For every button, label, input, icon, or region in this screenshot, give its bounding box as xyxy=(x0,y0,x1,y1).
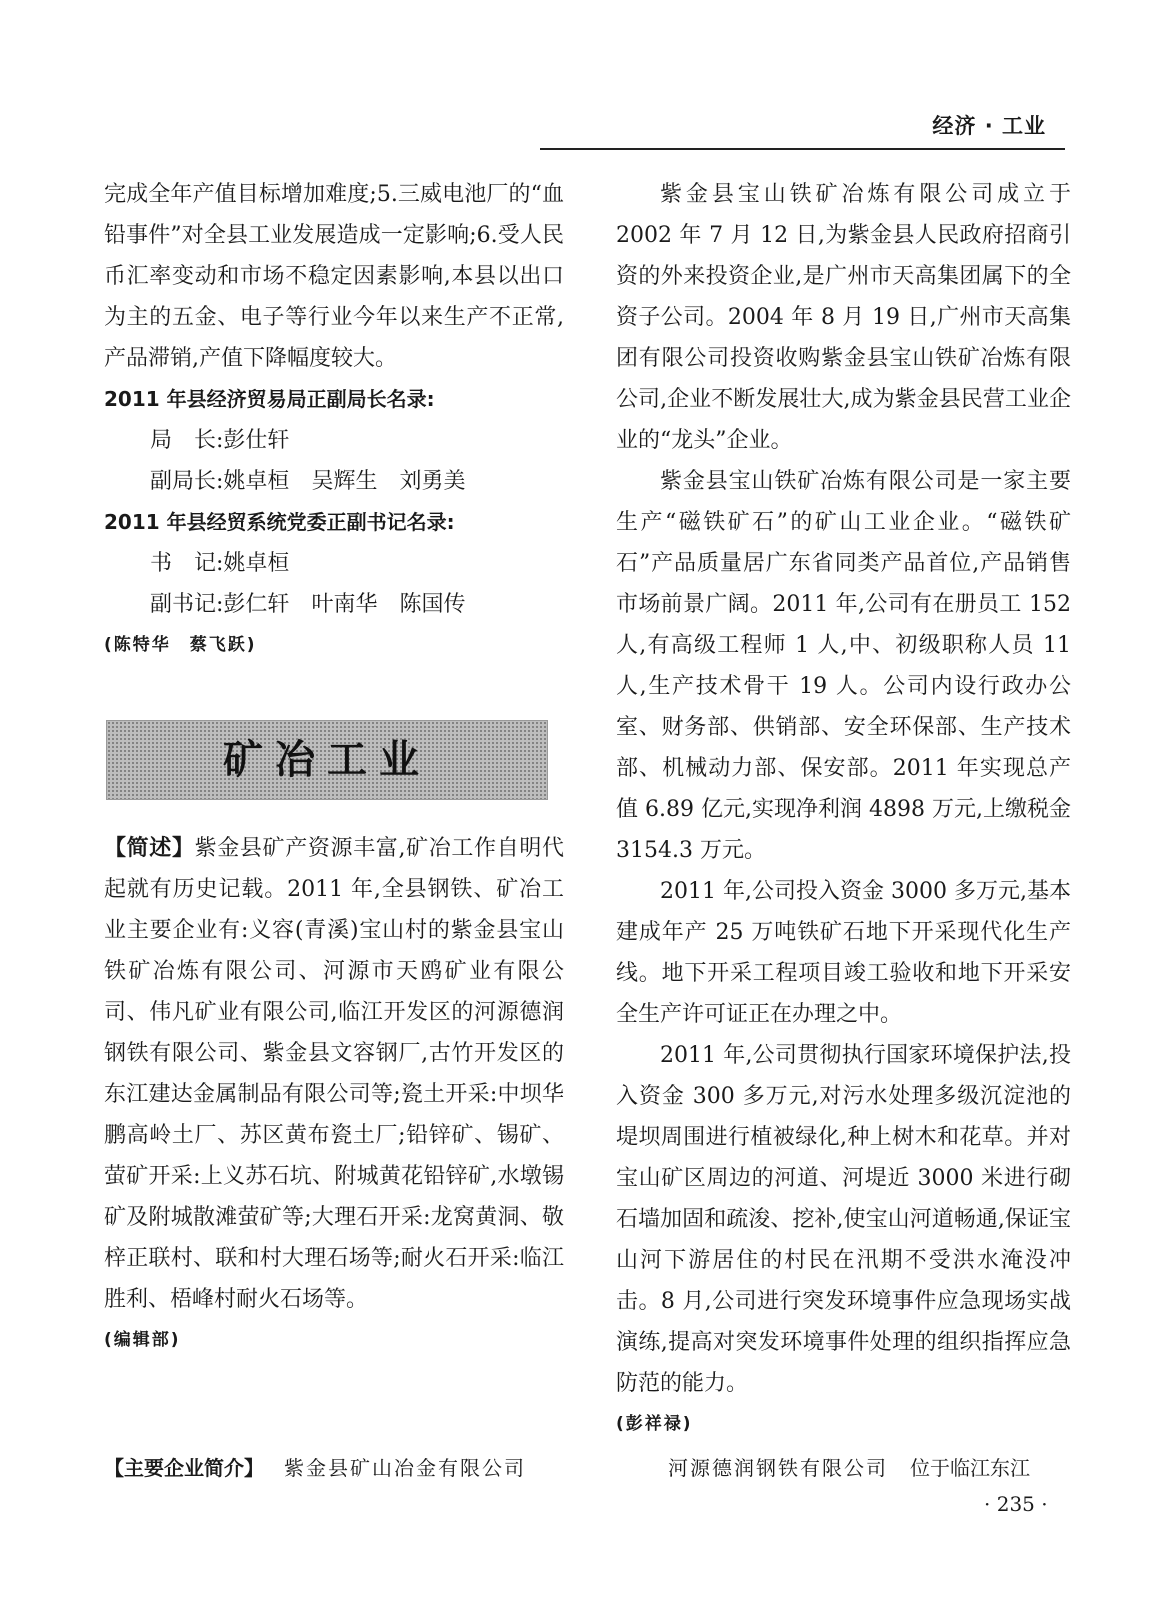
roster-name: 姚卓桓 xyxy=(223,469,290,494)
roster-name: 刘勇美 xyxy=(399,469,466,494)
company-intro-line xyxy=(668,1452,1080,1481)
company-name: 紫金县矿山冶金有限公司 xyxy=(284,1456,526,1480)
roster-name: 陈国传 xyxy=(399,592,466,617)
roster-row-director xyxy=(104,420,564,461)
summary-label: 【简述】 xyxy=(104,836,195,861)
roster-title-bureau: 2011 年县经济贸易局正副局长名录: xyxy=(104,387,435,411)
author-credit: (彭祥禄) xyxy=(616,1414,693,1434)
roster-name: 彭仕轩 xyxy=(223,428,290,453)
roster-role: 副书记: xyxy=(150,592,224,617)
body-paragraph: 2011 年,公司投入资金 3000 多万元,基本建成年产 25 万吨铁矿石地下开采现代化生产线。地下开采工程项目竣工验收和地下开采安全生产许可证正在办理之中。 xyxy=(616,879,1071,1027)
author-credit: (陈特华 蔡飞跃) xyxy=(104,635,257,655)
summary-text: 紫金县矿产资源丰富,矿冶工作自明代起就有历史记载。2011 年,全县钢铁、矿冶工业主要企业有:义容(青溪)宝山村的紫金县宝山铁矿冶炼有限公司、河源市天鸥矿业有限公司、伟凡矿业有限公司,临江开发区的河源德润钢铁有限公司、紫金县文容钢厂,古竹开发区的东江建达金属制品有限公司等;瓷土开采:中坝华鹏高岭土厂、苏区黄布瓷土厂;铅锌矿、锡矿、萤矿开采:上义苏石坑、附城黄花铅锌矿,水墩锡矿及附城散滩萤矿等;大理石开采:龙窝黄洞、敬梓正联村、联和村大理石场等;耐火石开采:临江胜利、梧峰村耐火石场等。 xyxy=(104,836,564,1312)
enterprise-intro-label: 【主要企业简介】 xyxy=(104,1456,264,1480)
roster-title-party: 2011 年县经贸系统党委正副书记名录: xyxy=(104,510,455,534)
roster-name: 吴辉生 xyxy=(311,469,378,494)
body-paragraph: 紫金县宝山铁矿冶炼有限公司是一家主要生产“磁铁矿石”的矿山工业企业。“磁铁矿石”产品质量居广东省同类产品首位,产品销售市场前景广阔。2011 年,公司有在册员工 152 人,有高级工程师 1 人,中、初级职称人员 11 人,生产技术骨干 19 人。公司内设行政办公室、财务部、供销部、安全环保部、生产技术部、机械动力部、保安部。2011 年实现总产值 6.89 亿元,实现净利润 4898 万元,上缴税金 3154.3 万元。 xyxy=(616,469,1071,863)
section-title: 矿冶工业 xyxy=(223,736,431,783)
roster-name: 叶南华 xyxy=(311,592,378,617)
roster-role: 局 长: xyxy=(150,428,224,453)
roster-row-deputy-director xyxy=(104,461,564,502)
body-paragraph: 2011 年,公司贯彻执行国家环境保护法,投入资金 300 多万元,对污水处理多级沉淀池的堤坝周围进行植被绿化,种上树木和花草。并对宝山矿区周边的河道、河堤近 3000 米进行砌石墙加固和疏浚、挖补,使宝山河道畅通,保证宝山河下游居住的村民在汛期不受洪水淹没冲击。8 月,公司进行突发环境事件应急现场实战演练,提高对突发环境事件处理的组织指挥应急防范的能力。 xyxy=(616,1043,1071,1396)
roster-name: 彭仁轩 xyxy=(223,592,290,617)
header-rule xyxy=(540,148,1065,150)
company-name: 河源德润钢铁有限公司 xyxy=(668,1456,888,1480)
editor-credit: (编辑部) xyxy=(104,1330,181,1350)
body-paragraph: 紫金县宝山铁矿冶炼有限公司成立于 2002 年 7 月 12 日,为紫金县人民政府招商引资的外来投资企业,是广州市天高集团属下的全资子公司。2004 年 8 月 19 日,广州市天高集团有限公司投资收购紫金县宝山铁矿冶炼有限公司,企业不断发展壮大,成为紫金县民营工业企业的“龙头”企业。 xyxy=(616,182,1071,453)
roster-name: 姚卓桓 xyxy=(223,551,290,576)
roster-row-deputy-secretary xyxy=(104,584,564,625)
enterprise-intro-line xyxy=(104,1452,574,1481)
roster-role: 书 记: xyxy=(150,551,224,576)
running-header: 经济 · 工业 xyxy=(932,114,1046,138)
right-column xyxy=(616,174,1071,1445)
left-column xyxy=(104,174,564,1361)
section-banner xyxy=(106,720,548,800)
summary-paragraph xyxy=(104,828,564,1320)
continued-paragraph: 完成全年产值目标增加难度;5.三威电池厂的“血铅事件”对全县工业发展造成一定影响;6.受人民币汇率变动和市场不稳定因素影响,本县以出口为主的五金、电子等行业今年以来生产不正常,产品滞销,产值下降幅度较大。 xyxy=(104,182,564,371)
roster-role: 副局长: xyxy=(150,469,224,494)
roster-row-secretary xyxy=(104,543,564,584)
page-number: · 235 · xyxy=(984,1492,1048,1516)
company-intro-text: 位于临江东江 xyxy=(910,1456,1030,1480)
